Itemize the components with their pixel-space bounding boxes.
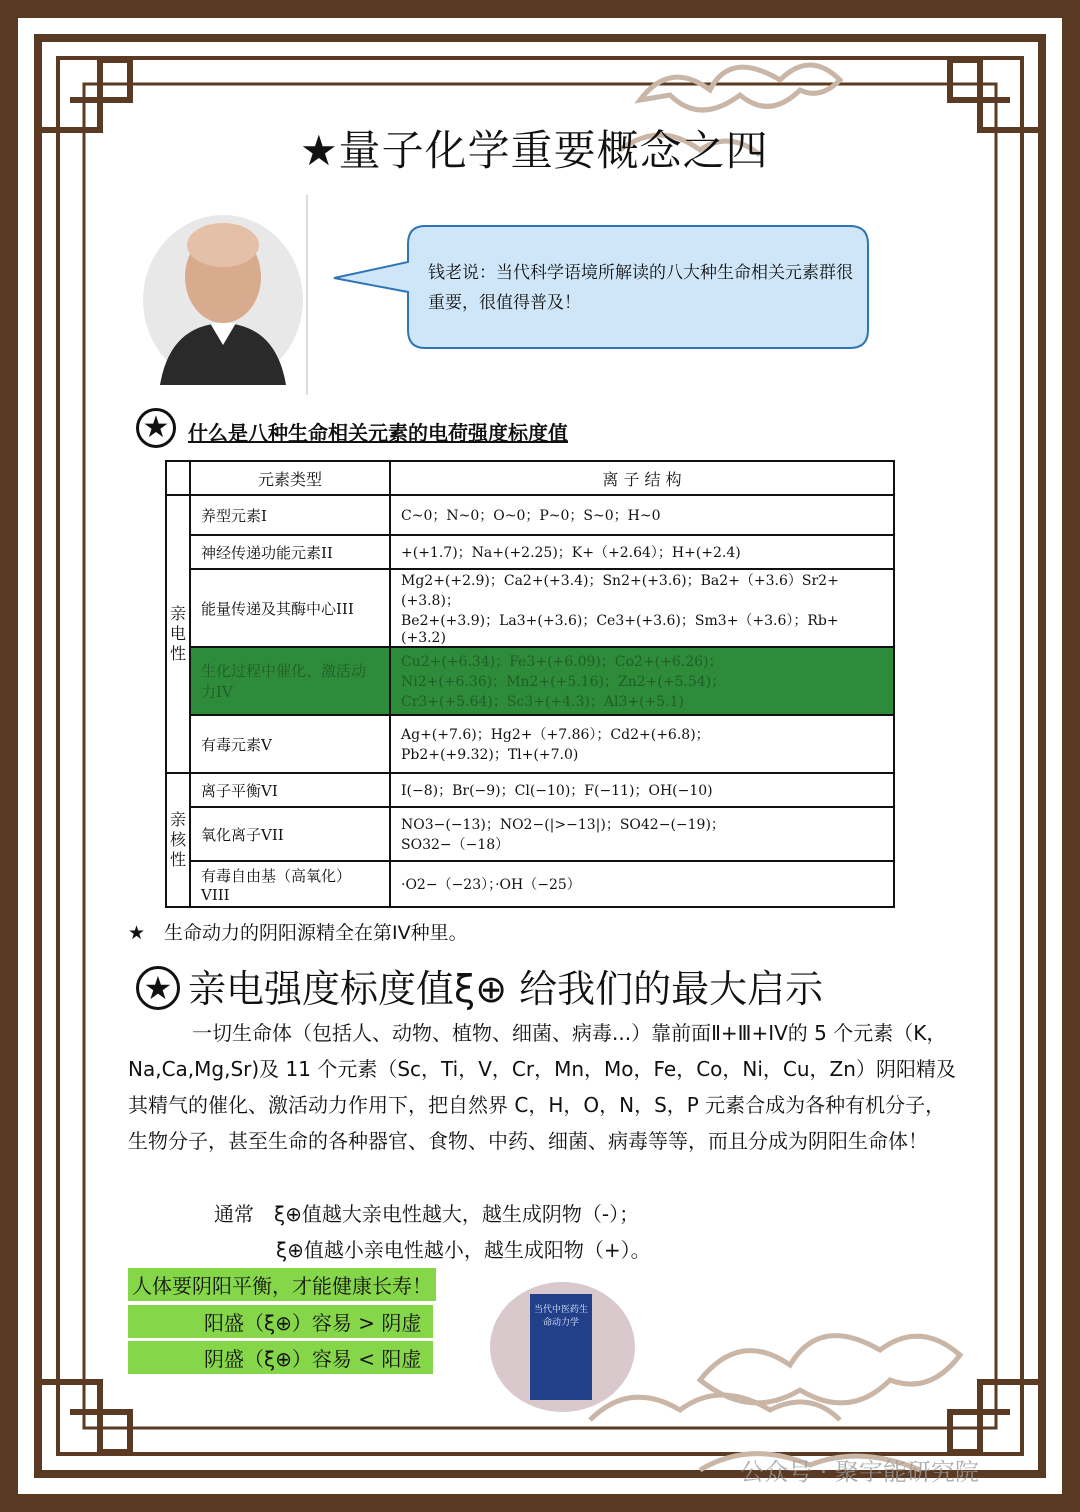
- structure-line: Cr3+(+5.64)；Sc3+(+4.3)；Al3+(+5.1): [401, 694, 685, 710]
- type-cell: 离子平衡VI: [190, 773, 390, 807]
- structure-line: SO32−（−18）: [401, 837, 510, 853]
- type-cell: 能量传递及其酶中心III: [190, 569, 390, 647]
- highlight-line-1: 人体要阴阳平衡，才能健康长寿！: [128, 1268, 436, 1301]
- page-title: ★量子化学重要概念之四: [300, 126, 769, 175]
- structure-cell: I(−8)；Br(−9)；Cl(−10)；F(−11)；OH(−10): [390, 773, 894, 807]
- group-label-nucleophilic: 亲 核 性: [166, 773, 190, 907]
- header-type: 元素类型: [190, 461, 390, 495]
- structure-cell-highlight: [390, 647, 894, 715]
- structure-cell: ·O2−（−23）；·OH（−25）: [390, 861, 894, 907]
- type-cell: 养型元素I: [190, 495, 390, 535]
- quote-text: 钱老说：当代科学语境所解读的八大种生命相关元素群很重要，很值得普及！: [428, 263, 853, 313]
- rule-line-1: 通常 ξ⊕值越大亲电性越大，越生成阴物（-）；: [214, 1202, 640, 1226]
- highlight-line-3: 阴盛（ξ⊕）容易 < 阳虚: [128, 1341, 433, 1374]
- structure-cell: [390, 569, 894, 647]
- structure-cell: [390, 807, 894, 861]
- structure-line: Mg2+(+2.9)；Ca2+(+3.4)；Sn2+(+3.6)；Ba2+（+3.6）Sr2+(+3.8)；: [401, 573, 839, 609]
- type-cell: 氧化离子VII: [190, 807, 390, 861]
- watermark: 公众号 · 聚宇能研究院: [740, 1458, 979, 1486]
- structure-line: NO3−(−13)；NO2−(|>−13|)；SO42−(−19)；: [401, 817, 725, 833]
- structure-line: Pb2+(+9.32)；Tl+(+7.0): [401, 747, 579, 763]
- section2-title: 亲电强度标度值ξ⊕ 给我们的最大启示: [188, 967, 824, 1011]
- structure-cell: +(+1.7)；Na+(+2.25)；K+（+2.64）；H+(+2.4): [390, 535, 894, 569]
- portrait-image: [140, 205, 306, 385]
- body-paragraph: 一切生命体（包括人、动物、植物、细菌、病毒...）靠前面Ⅱ+Ⅲ+IV的 5 个元素（K，Na,Ca,Mg,Sr)及 11 个元素（Sc，Ti，V，Cr，Mn，Mo，Fe，Co，Ni，Cu，Zn）阴阳精及其精气的催化、激活动力作用下，把自然界 C，H，O，N，S，P 元素合成为各种有机分子，生物分子，甚至生命的各种器官、食物、中药、细菌、病毒等等，而且分成为阴阳生命体！: [128, 1021, 956, 1153]
- note-text: ★ 生命动力的阴阳源精全在第IV种里。: [128, 922, 468, 944]
- type-cell: 有毒元素V: [190, 715, 390, 773]
- element-table: [165, 460, 895, 908]
- highlight-line-2: 阳盛（ξ⊕）容易 > 阴虚: [128, 1305, 433, 1338]
- structure-line: Ni2+(+6.36)；Mn2+(+5.16)；Zn2+(+5.54)；: [401, 674, 726, 690]
- type-cell: 有毒自由基（高氧化）VIII: [190, 861, 390, 907]
- type-cell: 神经传递功能元素II: [190, 535, 390, 569]
- table-corner: [166, 461, 190, 495]
- group-label-electrophilic: 亲 电 性: [166, 495, 190, 773]
- structure-line: Cu2+(+6.34)；Fe3+(+6.09)；Co2+(+6.26)；: [401, 654, 723, 670]
- type-cell-highlight: 生化过程中催化、激活动力IV: [190, 647, 390, 715]
- rule-line-2: ξ⊕值越小亲电性越小，越生成阳物（+）。: [276, 1238, 651, 1262]
- star-icon: ★: [136, 408, 176, 448]
- structure-line: Be2+(+3.9)；La3+(+3.6)；Ce3+(+3.6)；Sm3+（+3.6）；Rb+(+3.2): [401, 613, 839, 646]
- divider: [306, 195, 308, 395]
- structure-line: Ag+(+7.6)；Hg2+（+7.86）；Cd2+(+6.8)；: [401, 727, 710, 743]
- structure-cell: [390, 715, 894, 773]
- star-icon: ★: [136, 966, 180, 1010]
- section1-label: 什么是八种生命相关元素的电荷强度标度值: [188, 421, 568, 445]
- book-cover-image: [490, 1282, 635, 1412]
- book-title: 当代中医药生命动力学: [530, 1294, 592, 1400]
- structure-cell: C~0；N~0；O~0；P~0；S~0；H~0: [390, 495, 894, 535]
- header-structure: 离 子 结 构: [390, 461, 894, 495]
